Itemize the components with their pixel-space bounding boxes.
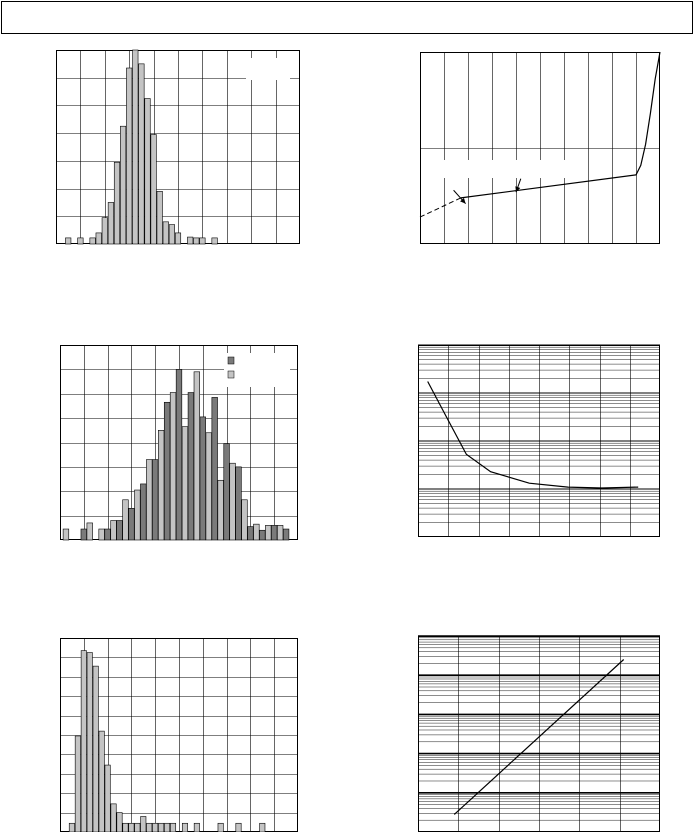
histogram-bar (147, 823, 152, 832)
histogram-bar (194, 372, 200, 540)
legend-swatch (228, 357, 234, 364)
histogram-bar (117, 521, 123, 541)
histogram-bar (271, 525, 277, 540)
histogram-bar (206, 433, 212, 540)
legend-area (246, 58, 290, 80)
histogram-bar (133, 50, 138, 244)
histogram-bar (254, 524, 260, 540)
histogram-bar (105, 529, 111, 540)
plot-frame (421, 53, 660, 244)
histogram-bar (260, 823, 265, 832)
histogram-bar (236, 467, 242, 540)
histogram-bar (145, 99, 150, 245)
histogram-bar (182, 427, 188, 540)
histogram-bar (75, 736, 80, 832)
line-chart-top-right (420, 52, 660, 244)
histogram-middle-left (60, 345, 298, 540)
histogram-bar (230, 463, 236, 540)
histogram-bar (87, 653, 92, 832)
histogram-bar (164, 402, 170, 540)
legend-swatch (228, 371, 234, 378)
histogram-bar (151, 135, 156, 244)
histogram-bar (63, 529, 69, 540)
histogram-bar (164, 823, 169, 832)
histogram-bar (169, 225, 174, 244)
histogram-bar (175, 233, 180, 244)
histogram-bottom-left (60, 638, 298, 832)
histogram-bar (170, 393, 176, 540)
histogram-bar (65, 238, 70, 244)
histogram-bar (105, 765, 110, 832)
log-line-bottom-right (418, 636, 660, 832)
histogram-bar (283, 529, 289, 540)
histogram-bar (236, 823, 241, 832)
histogram-bar (140, 484, 146, 540)
histogram-bar (69, 823, 74, 832)
histogram-bar (224, 444, 230, 540)
histogram-bar (265, 525, 271, 540)
histogram-bar (99, 529, 105, 540)
histogram-bar (87, 523, 93, 540)
histogram-bar (120, 126, 125, 244)
histogram-bar (248, 527, 254, 540)
histogram-bar (200, 238, 205, 244)
histogram-bar (102, 218, 107, 244)
histogram-bar (158, 823, 163, 832)
histogram-bar (135, 823, 140, 832)
histogram-bar (212, 238, 217, 244)
histogram-bar (194, 823, 199, 832)
histogram-bar (90, 238, 95, 244)
histogram-bar (188, 393, 194, 540)
histogram-bar (129, 508, 135, 540)
histogram-bar (218, 480, 224, 540)
log-curve-middle-right (418, 345, 660, 537)
plot-frame (419, 637, 660, 832)
histogram-bar (187, 237, 192, 244)
histogram-bar (259, 530, 265, 540)
histogram-bar (176, 369, 182, 540)
histogram-bar (141, 816, 146, 832)
histogram-top-left (56, 50, 300, 244)
histogram-bar (158, 430, 164, 540)
histogram-bar (200, 417, 206, 540)
histogram-bar (139, 64, 144, 244)
histogram-bar (123, 823, 128, 832)
histogram-bar (170, 823, 175, 832)
histogram-bar (114, 162, 119, 244)
histogram-bar (146, 460, 152, 540)
page-header-bar (1, 1, 693, 34)
histogram-bar (153, 823, 158, 832)
histogram-bar (93, 666, 98, 832)
histogram-bar (126, 68, 131, 244)
histogram-bar (157, 191, 162, 244)
histogram-bar (81, 529, 87, 540)
histogram-bar (111, 521, 117, 541)
histogram-bar (117, 813, 122, 832)
histogram-bar (111, 804, 116, 832)
histogram-bar (277, 525, 283, 540)
histogram-bar (212, 397, 218, 540)
histogram-bar (242, 500, 248, 540)
histogram-bar (78, 238, 83, 244)
histogram-bar (163, 222, 168, 244)
label-area (434, 160, 574, 178)
histogram-bar (99, 731, 104, 832)
histogram-bar (152, 460, 158, 540)
histogram-bar (194, 238, 199, 244)
histogram-bar (218, 823, 223, 832)
histogram-bar (129, 823, 134, 832)
histogram-bar (108, 202, 113, 244)
histogram-bar (182, 823, 187, 832)
histogram-bar (123, 500, 129, 540)
histogram-bar (135, 490, 141, 540)
histogram-bar (96, 233, 101, 244)
histogram-bar (81, 651, 86, 832)
